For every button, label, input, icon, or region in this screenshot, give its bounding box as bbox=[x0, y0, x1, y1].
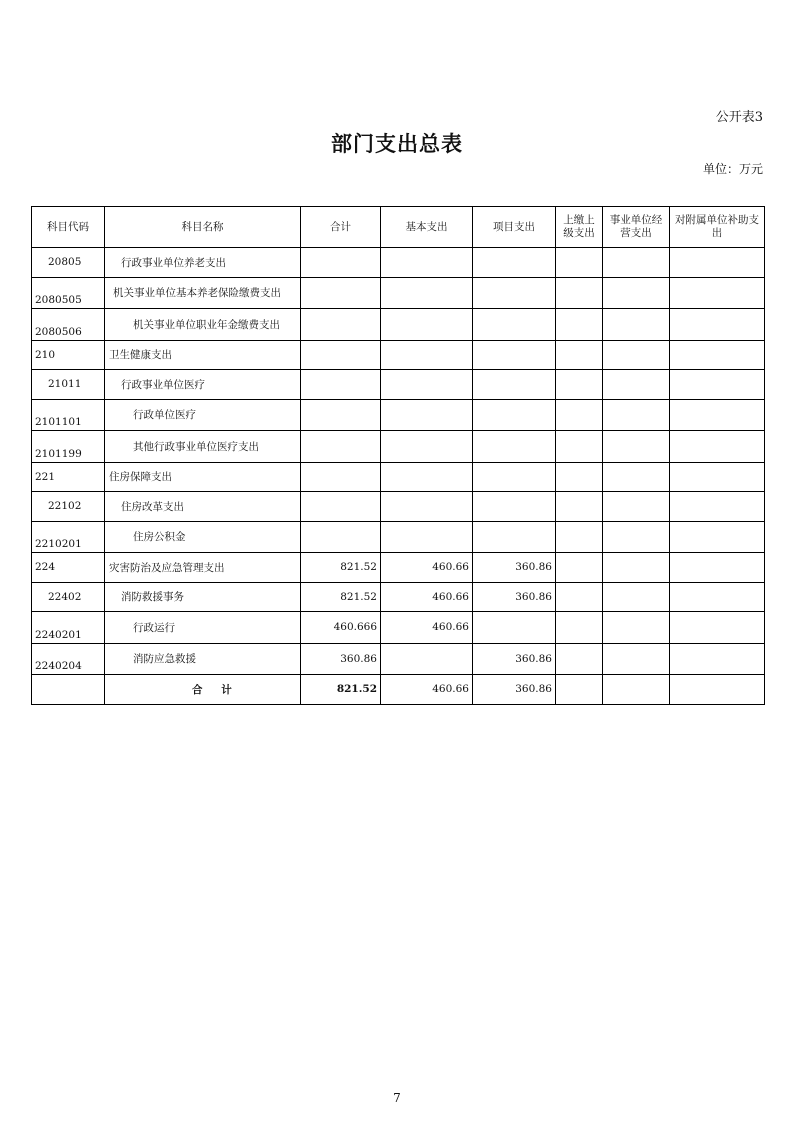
table-row bbox=[32, 492, 765, 522]
row-code: 21011 bbox=[32, 370, 105, 400]
unit-label: 单位：万元 bbox=[702, 162, 763, 176]
header-subsidy: 对附属单位补助支出 bbox=[670, 207, 765, 248]
row-business bbox=[603, 462, 670, 492]
table-row bbox=[32, 309, 765, 341]
row-upper bbox=[556, 309, 603, 341]
row-total bbox=[301, 340, 381, 370]
row-total bbox=[301, 399, 381, 431]
expenditure-table bbox=[31, 206, 765, 705]
row-code: 221 bbox=[32, 462, 105, 492]
form-number: 公开表3 bbox=[715, 110, 763, 125]
row-business bbox=[603, 521, 670, 553]
row-business bbox=[603, 612, 670, 644]
row-project bbox=[473, 340, 556, 370]
row-code: 210 bbox=[32, 340, 105, 370]
row-project bbox=[473, 612, 556, 644]
row-upper bbox=[556, 277, 603, 309]
row-total bbox=[301, 309, 381, 341]
row-business bbox=[603, 309, 670, 341]
total-label-a: 合 bbox=[192, 683, 203, 696]
row-total: 460.666 bbox=[301, 612, 381, 644]
row-total: 821.52 bbox=[301, 582, 381, 612]
total-subsidy bbox=[670, 675, 765, 705]
row-upper bbox=[556, 582, 603, 612]
row-business bbox=[603, 340, 670, 370]
row-total bbox=[301, 431, 381, 463]
row-subsidy bbox=[670, 277, 765, 309]
row-basic bbox=[381, 431, 473, 463]
row-code: 2101199 bbox=[32, 431, 105, 463]
row-basic bbox=[381, 309, 473, 341]
row-upper bbox=[556, 462, 603, 492]
table-row bbox=[32, 340, 765, 370]
row-business bbox=[603, 399, 670, 431]
row-business bbox=[603, 277, 670, 309]
row-code: 2240204 bbox=[32, 643, 105, 675]
table-row bbox=[32, 399, 765, 431]
row-code: 2101101 bbox=[32, 399, 105, 431]
row-business bbox=[603, 553, 670, 583]
row-subsidy bbox=[670, 248, 765, 278]
row-project bbox=[473, 370, 556, 400]
row-code: 20805 bbox=[32, 248, 105, 278]
row-project bbox=[473, 521, 556, 553]
row-name: 机关事业单位职业年金缴费支出 bbox=[105, 309, 301, 341]
header-code: 科目代码 bbox=[32, 207, 105, 248]
row-basic bbox=[381, 643, 473, 675]
row-name: 机关事业单位基本养老保险缴费支出 bbox=[105, 277, 301, 309]
row-project bbox=[473, 399, 556, 431]
row-name: 消防应急救援 bbox=[105, 643, 301, 675]
row-upper bbox=[556, 643, 603, 675]
row-basic bbox=[381, 248, 473, 278]
row-upper bbox=[556, 340, 603, 370]
row-project bbox=[473, 462, 556, 492]
row-name: 住房公积金 bbox=[105, 521, 301, 553]
row-code: 224 bbox=[32, 553, 105, 583]
row-basic bbox=[381, 399, 473, 431]
row-upper bbox=[556, 248, 603, 278]
table-header-row bbox=[32, 207, 765, 248]
row-name: 行政运行 bbox=[105, 612, 301, 644]
row-basic bbox=[381, 462, 473, 492]
total-basic: 460.66 bbox=[381, 675, 473, 705]
row-total: 821.52 bbox=[301, 553, 381, 583]
row-business bbox=[603, 248, 670, 278]
total-business bbox=[603, 675, 670, 705]
row-project bbox=[473, 492, 556, 522]
row-code: 22102 bbox=[32, 492, 105, 522]
header-basic: 基本支出 bbox=[381, 207, 473, 248]
row-project: 360.86 bbox=[473, 643, 556, 675]
row-name: 住房保障支出 bbox=[105, 462, 301, 492]
total-upper bbox=[556, 675, 603, 705]
row-subsidy bbox=[670, 370, 765, 400]
row-project bbox=[473, 431, 556, 463]
row-code: 2080506 bbox=[32, 309, 105, 341]
table-row bbox=[32, 431, 765, 463]
row-total bbox=[301, 370, 381, 400]
row-basic: 460.66 bbox=[381, 612, 473, 644]
total-label-b: 计 bbox=[221, 683, 232, 696]
total-row bbox=[32, 675, 765, 705]
row-subsidy bbox=[670, 553, 765, 583]
row-project: 360.86 bbox=[473, 553, 556, 583]
row-upper bbox=[556, 492, 603, 522]
row-code: 2210201 bbox=[32, 521, 105, 553]
row-basic: 460.66 bbox=[381, 582, 473, 612]
row-name: 行政事业单位养老支出 bbox=[105, 248, 301, 278]
row-project: 360.86 bbox=[473, 582, 556, 612]
row-total bbox=[301, 248, 381, 278]
row-name: 卫生健康支出 bbox=[105, 340, 301, 370]
row-name: 其他行政事业单位医疗支出 bbox=[105, 431, 301, 463]
row-subsidy bbox=[670, 340, 765, 370]
row-subsidy bbox=[670, 492, 765, 522]
row-total: 360.86 bbox=[301, 643, 381, 675]
table-row bbox=[32, 462, 765, 492]
row-upper bbox=[556, 399, 603, 431]
page-title: 部门支出总表 bbox=[331, 132, 463, 156]
row-upper bbox=[556, 553, 603, 583]
row-total bbox=[301, 277, 381, 309]
row-business bbox=[603, 431, 670, 463]
row-basic bbox=[381, 277, 473, 309]
row-upper bbox=[556, 370, 603, 400]
row-subsidy bbox=[670, 462, 765, 492]
table-row bbox=[32, 582, 765, 612]
total-total: 821.52 bbox=[301, 675, 381, 705]
row-subsidy bbox=[670, 612, 765, 644]
row-total bbox=[301, 462, 381, 492]
row-upper bbox=[556, 612, 603, 644]
row-total bbox=[301, 521, 381, 553]
table-row bbox=[32, 612, 765, 644]
row-subsidy bbox=[670, 309, 765, 341]
header-upper: 上缴上级支出 bbox=[556, 207, 603, 248]
row-basic bbox=[381, 340, 473, 370]
header-project: 项目支出 bbox=[473, 207, 556, 248]
header-business: 事业单位经营支出 bbox=[603, 207, 670, 248]
table-row bbox=[32, 277, 765, 309]
row-business bbox=[603, 582, 670, 612]
row-code: 22402 bbox=[32, 582, 105, 612]
total-code-cell bbox=[32, 675, 105, 705]
row-name: 住房改革支出 bbox=[105, 492, 301, 522]
row-upper bbox=[556, 521, 603, 553]
row-code: 2080505 bbox=[32, 277, 105, 309]
row-basic bbox=[381, 521, 473, 553]
row-business bbox=[603, 370, 670, 400]
row-business bbox=[603, 492, 670, 522]
row-name: 行政事业单位医疗 bbox=[105, 370, 301, 400]
header-name: 科目名称 bbox=[105, 207, 301, 248]
row-project bbox=[473, 277, 556, 309]
row-project bbox=[473, 248, 556, 278]
row-subsidy bbox=[670, 399, 765, 431]
table-row bbox=[32, 370, 765, 400]
row-basic: 460.66 bbox=[381, 553, 473, 583]
page-number: 7 bbox=[393, 1091, 401, 1105]
table-row bbox=[32, 643, 765, 675]
row-business bbox=[603, 643, 670, 675]
row-subsidy bbox=[670, 643, 765, 675]
row-project bbox=[473, 309, 556, 341]
row-total bbox=[301, 492, 381, 522]
table-row bbox=[32, 248, 765, 278]
header-total: 合计 bbox=[301, 207, 381, 248]
row-code: 2240201 bbox=[32, 612, 105, 644]
row-subsidy bbox=[670, 582, 765, 612]
row-subsidy bbox=[670, 521, 765, 553]
row-upper bbox=[556, 431, 603, 463]
table-row bbox=[32, 521, 765, 553]
row-basic bbox=[381, 370, 473, 400]
total-project: 360.86 bbox=[473, 675, 556, 705]
row-name: 灾害防治及应急管理支出 bbox=[105, 553, 301, 583]
row-name: 消防救援事务 bbox=[105, 582, 301, 612]
table-row bbox=[32, 553, 765, 583]
row-subsidy bbox=[670, 431, 765, 463]
row-basic bbox=[381, 492, 473, 522]
total-label bbox=[105, 675, 301, 705]
row-name: 行政单位医疗 bbox=[105, 399, 301, 431]
